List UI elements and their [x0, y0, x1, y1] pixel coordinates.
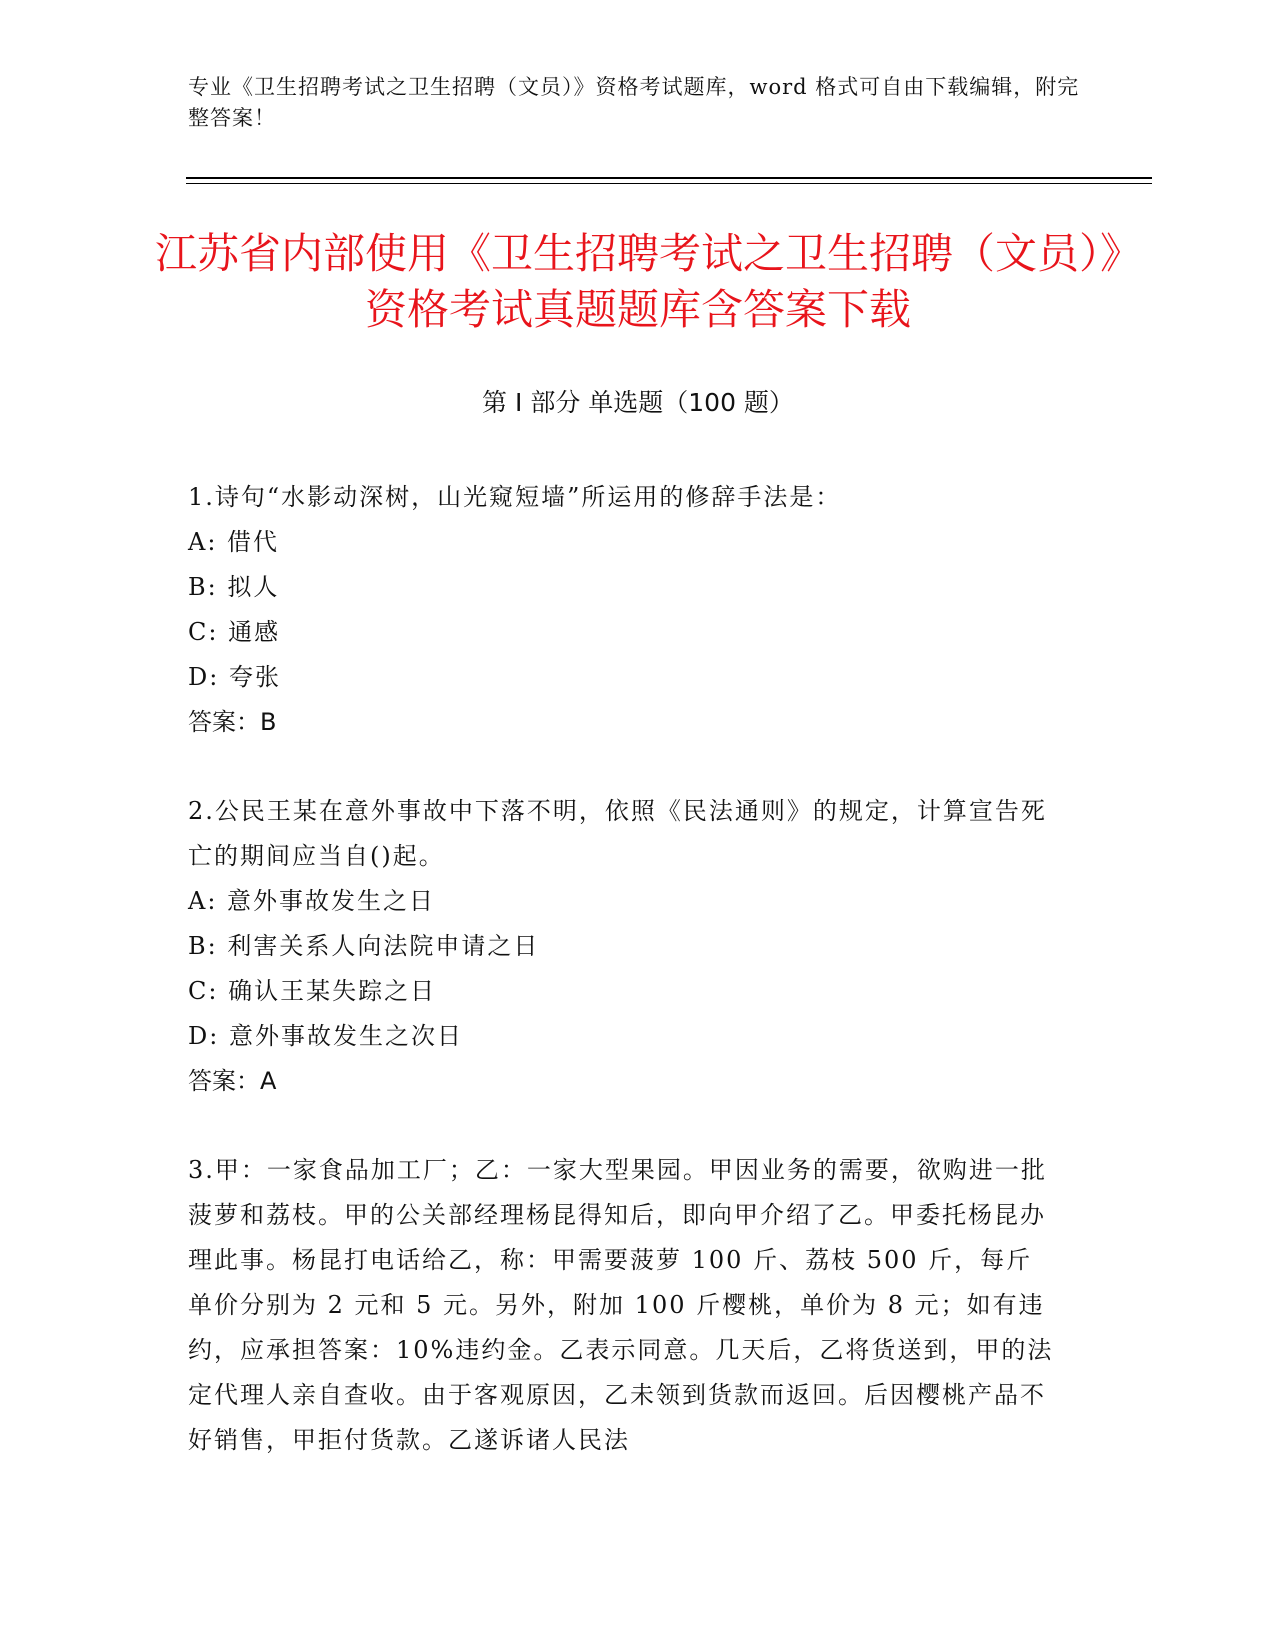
option-d: D: 意外事故发生之次日 [188, 1022, 463, 1050]
option-c: C: 通感 [188, 618, 281, 646]
answer-line: 答案：B [188, 708, 277, 736]
document-title: 江苏省内部使用《卫生招聘考试之卫生招聘（文员）》资格考试真题题库含答案下载 [154, 229, 1121, 334]
option-a: A: 借代 [188, 528, 280, 556]
section-heading: 第 I 部分 单选题（100 题） [482, 388, 794, 417]
question-list [188, 475, 1058, 1507]
question-1 [188, 475, 1058, 745]
question-stem: 2.公民王某在意外事故中下落不明，依照《民法通则》的规定，计算宣告死亡的期间应当自()起。 [188, 797, 1047, 870]
option-b: B: 拟人 [188, 573, 280, 601]
header-divider-bottom [186, 183, 1152, 184]
option-a: A: 意外事故发生之日 [188, 887, 436, 915]
question-2 [188, 789, 1058, 1104]
header-note: 专业《卫生招聘考试之卫生招聘（文员）》资格考试题库，word 格式可自由下载编辑，附完整答案！ [188, 75, 1080, 130]
option-b: B: 利害关系人向法院申请之日 [188, 932, 540, 960]
question-stem: 3.甲：一家食品加工厂；乙：一家大型果园。甲因业务的需要，欲购进一批菠萝和荔枝。甲的公关部经理杨昆得知后，即向甲介绍了乙。甲委托杨昆办理此事。杨昆打电话给乙，称：甲需要菠萝 100 斤、荔枝 500 斤，每斤单价分别为 2 元和 5 元。另外，附加 100 斤樱桃，单价为 8 元；如有违约，应承担答案：10%违约金。乙表示同意。几天后，乙将货送到，甲的法定代理人亲自查收。由于客观原因，乙未领到货款而返回。后因樱桃产品不好销售，甲拒付货款。乙遂诉诸人民法 [188, 1156, 1054, 1454]
question-3 [188, 1148, 1058, 1463]
question-stem: 1.诗句“水影动深树，山光窥短墙”所运用的修辞手法是： [188, 483, 842, 511]
option-d: D: 夸张 [188, 663, 281, 691]
header-divider-top [186, 177, 1152, 179]
option-c: C: 确认王某失踪之日 [188, 977, 437, 1005]
answer-line: 答案：A [188, 1067, 277, 1095]
